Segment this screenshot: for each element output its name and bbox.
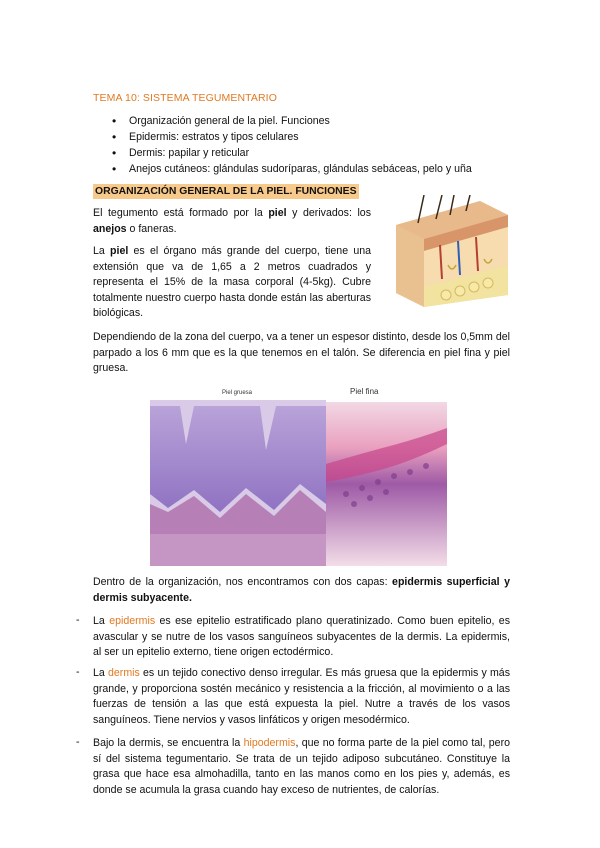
topic-item: • Organización general de la piel. Funciones xyxy=(112,113,472,129)
intro-paragraph-2: La piel es el órgano más grande del cuerpo, tiene una extensión que va de 1,65 a 2 metros cuadrados y representa el 15% de la masa corporal (4-5kg). Cubre totalmente nuestro cuerpo hasta donde están las aberturas biológicas. xyxy=(93,245,371,320)
intro-paragraph-1: El tegumento está formado por la piel y derivados: los anejos o faneras. xyxy=(93,207,371,235)
dermis-paragraph: La dermis es un tejido conectivo denso irregular. Es más gruesa que la epidermis y más grande, y proporciona sostén mecánico y resistencia a la fricción, al movimiento o a las fuerzas de tensión a las que está expuesta la piel. Nutre a través de los vasos sanguíneos. Tiene nervios y vasos linfáticos y origen mesodérmico. xyxy=(93,667,510,726)
term-dermis: dermis xyxy=(108,667,140,679)
histology-label-thick: Piel gruesa xyxy=(222,390,253,396)
term-hipodermis: hipodermis xyxy=(243,737,296,749)
term-epidermis: epidermis xyxy=(109,615,156,627)
section-heading: ORGANIZACIÓN GENERAL DE LA PIEL. FUNCIONES xyxy=(95,186,357,197)
topic-item: • Anejos cutáneos: glándulas sudoríparas, glándulas sebáceas, pelo y uña xyxy=(112,161,472,177)
topic-list xyxy=(112,113,472,177)
intro-paragraph-3: Dependiendo de la zona del cuerpo, va a tener un espesor distinto, desde los 0,5mm del parpado a los 6 mm que es la que tenemos en el talón. Se diferencia en piel fina y piel gruesa. xyxy=(93,331,510,375)
bullet-dash: - xyxy=(76,614,80,626)
hypodermis-paragraph: Bajo la dermis, se encuentra la hipodermis, que no forma parte de la piel como tal, pero sí del sistema tegumentario. Se trata de un tejido adiposo subcutáneo. Constituye la grasa que hace esa almohadilla, tanto en las manos como en los pies y, además, es donde se acumula la grasa cuando hay exceso de nutrientes, de calorías. xyxy=(93,737,510,796)
layers-intro-paragraph: Dentro de la organización, nos encontramos con dos capas: epidermis superficial y dermis subyacente. xyxy=(93,576,510,604)
bullet-dash: - xyxy=(76,736,80,748)
epidermis-paragraph: La epidermis es ese epitelio estratificado plano queratinizado. Como buen epitelio, es avascular y se nutre de los vasos sanguíneos subyacentes de la dermis. La epidermis, al ser un epitelio externo, tiene origen ectodérmico. xyxy=(93,615,510,659)
histology-comparison-image xyxy=(150,384,447,566)
bullet-dash: - xyxy=(76,666,80,678)
histology-label-thin: Piel fina xyxy=(350,387,379,396)
topic-item: • Dermis: papilar y reticular xyxy=(112,145,472,161)
skin-cross-section-illustration xyxy=(388,195,510,311)
topic-item: • Epidermis: estratos y tipos celulares xyxy=(112,129,472,145)
document-title: TEMA 10: SISTEMA TEGUMENTARIO xyxy=(93,92,277,104)
